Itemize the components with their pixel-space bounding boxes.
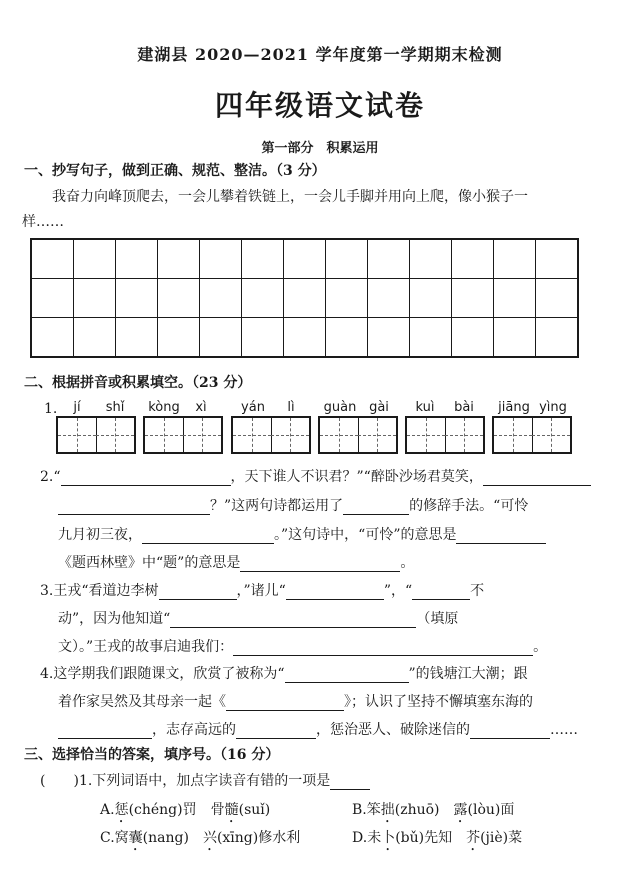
answer-blank[interactable] [343,499,409,515]
option-label: C. [100,830,115,846]
dotted-char: 拙 [380,802,395,818]
pinyin-label: bài [454,400,474,415]
q2-text: 。”这句诗中，“可怜”的意思是 [274,527,457,543]
pinyin-label: guàn [323,400,357,415]
q3-text: 文）。”王戎的故事启迪我们： [58,639,234,655]
answer-blank[interactable] [330,774,370,790]
q1-choice-line [40,770,370,790]
option-text: (xīng)修水利 [216,830,301,846]
dotted-char: 兴 [202,830,217,846]
dotted-char: 惩 [114,802,129,818]
q3-text: 。 [533,639,548,655]
option-text: 笨 [366,802,381,818]
q4-text: ，志存高远的 [152,722,236,738]
pinyin-answer-box[interactable] [56,416,136,454]
option-text: (chéng)罚 [128,802,197,818]
q1-number: 1. [44,401,58,417]
school-exam-line: 建湖县 2020—2021 学年度第一学期期末检测 [137,45,503,64]
q3-text: 不 [470,583,485,599]
q4-text: …… [550,722,578,738]
section1-title: 一、抄写句子，做到正确、规范、整洁。（3 分） [24,163,326,179]
answer-blank[interactable] [226,695,344,711]
q4-line1 [40,663,528,683]
q3-line1 [40,580,484,600]
option-text: 骨 [210,802,225,818]
q2-line1 [40,466,591,486]
q4-text: ”的钱塘江大潮；跟 [408,666,528,682]
q4-line3 [58,719,578,739]
answer-blank[interactable] [412,584,470,600]
option-text: (bǔ)先知 [395,830,453,846]
pinyin-label: gài [369,400,389,415]
q3-text: 动”，因为他知道“ [58,611,171,627]
q4-text: 着作家吴然及其母亲一起《 [58,694,226,710]
q4-text: 4.这学期我们跟随课文，欣赏了被称为“ [40,666,285,682]
answer-paren[interactable]: ( ) [40,773,79,789]
q4-text: 》；认识了坚持不懈填塞东海的 [344,694,533,710]
q2-text: ？”这两句诗都运用了 [210,498,344,514]
answer-blank[interactable] [58,723,152,739]
q3-text: ”，“ [383,583,413,599]
copy-sentence-line1: 我奋力向峰顶爬去，一会儿攀着铁链上，一会儿手脚并用向上爬，像小猴子一 [52,189,528,205]
option-text: (suǐ) [238,802,271,818]
q3-line2 [58,608,458,628]
option-label: B. [352,802,367,818]
answer-blank[interactable] [233,640,533,656]
option-label: A. [100,802,115,818]
answer-blank[interactable] [470,723,550,739]
q4-text: ，惩治恶人、破除迷信的 [316,722,470,738]
dotted-char: 囊 [128,830,143,846]
q2-text: ，天下谁人不识君？”“醉卧沙场君莫笑， [230,469,483,485]
pinyin-label: jí [73,400,81,415]
exam-title: 四年级语文试卷 [214,89,425,122]
option-text: (nang) [142,830,189,846]
answer-blank[interactable] [285,667,409,683]
q2-text: 。 [400,555,415,571]
answer-blank[interactable] [483,470,591,486]
q2-text: 九月初三夜， [58,527,142,543]
pinyin-label: lì [287,400,295,415]
copy-writing-grid[interactable] [30,238,579,358]
option-text: 窝 [114,830,129,846]
q3-text: （填原 [416,611,459,627]
q3-line3 [58,636,547,656]
option-a[interactable] [100,799,270,826]
section2-title: 二、根据拼音或积累填空。（23 分） [24,375,252,391]
pinyin-label: kuì [415,400,435,415]
section3-title: 三、选择恰当的答案，填序号。（16 分） [24,747,280,763]
q1-question-text: 1.下列词语中，加点字读音有错的一项是 [78,773,331,789]
q3-text: ，”诸儿“ [236,583,286,599]
pinyin-answer-box[interactable] [492,416,572,454]
option-b[interactable] [352,799,514,826]
pinyin-answer-box[interactable] [318,416,398,454]
option-text: (jiè)菜 [480,830,523,846]
q2-text: 2.“ [40,469,61,485]
option-label: D. [352,830,368,846]
q2-text: 的修辞手法。“可怜 [409,498,529,514]
answer-blank[interactable] [170,612,416,628]
option-text: 未 [367,830,382,846]
dotted-char: 卜 [381,830,396,846]
option-c[interactable] [100,827,300,854]
pinyin-label: yìng [539,400,567,415]
pinyin-label: shǐ [105,400,125,415]
dotted-char: 髓 [224,802,239,818]
q3-text: 3.王戎“看道边李树 [40,583,159,599]
pinyin-label: xì [195,400,207,415]
dotted-char: 芥 [466,830,481,846]
pinyin-label: yán [241,400,265,415]
q2-line3 [58,524,546,544]
copy-sentence-line2: 样…… [22,214,64,230]
answer-blank[interactable] [236,723,316,739]
pinyin-label: kòng [148,400,180,415]
option-d[interactable] [352,827,522,854]
answer-blank[interactable] [61,470,231,486]
q2-line4 [58,552,414,572]
q2-line2 [58,495,528,515]
answer-blank[interactable] [142,528,274,544]
dotted-char: 露 [453,802,468,818]
answer-blank[interactable] [58,499,210,515]
pinyin-answer-box[interactable] [231,416,311,454]
answer-blank[interactable] [159,584,237,600]
option-text: (lòu)面 [467,802,515,818]
part-title: 第一部分 积累运用 [261,141,379,156]
option-text: (zhuō) [394,802,440,818]
answer-blank[interactable] [456,528,546,544]
pinyin-answer-box[interactable] [143,416,223,454]
q2-text: 《题西林壁》中“题”的意思是 [58,555,241,571]
answer-blank[interactable] [240,556,400,572]
answer-blank[interactable] [286,584,384,600]
pinyin-label: jiāng [498,400,530,415]
q4-line2 [58,691,533,711]
pinyin-answer-box[interactable] [405,416,485,454]
